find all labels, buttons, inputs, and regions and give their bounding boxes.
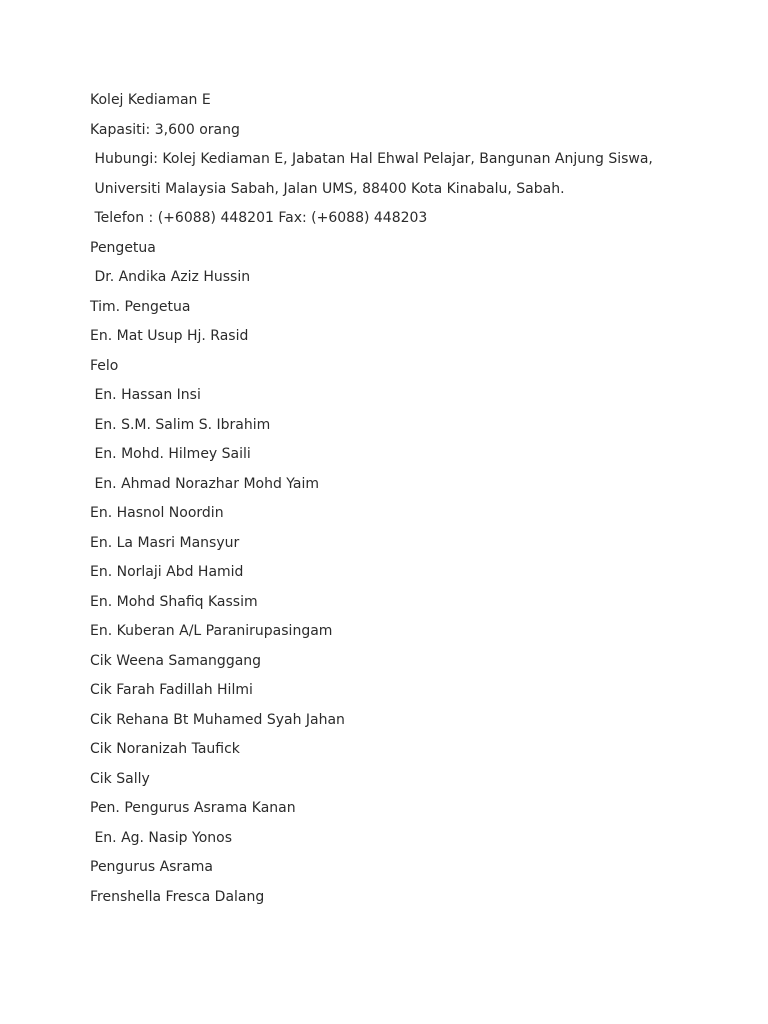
phone-fax-line: Telefon : (+6088) 448201 Fax: (+6088) 448203 [90,210,428,226]
staff-name: Cik Noranizah Taufick [90,741,240,757]
staff-name: En. Ahmad Norazhar Mohd Yaim [90,475,320,492]
section-heading-deputy-principal: Tim. Pengetua [90,298,191,315]
contact-address-line-2: Universiti Malaysia Sabah, Jalan UMS, 88400 Kota Kinabalu, Sabah. [90,180,565,197]
staff-name: Cik Sally [90,770,150,787]
staff-name: En. La Masri Mansyur [90,534,240,551]
staff-name: Cik Weena Samanggang [90,652,262,669]
contact-address-line-1: Hubungi: Kolej Kediaman E, Jabatan Hal Ehwal Pelajar, Bangunan Anjung Siswa, [90,151,653,167]
staff-name: Frenshella Fresca Dalang [90,888,265,905]
staff-name: En. Mohd Shafiq Kassim [90,593,258,610]
section-heading-fellows: Felo [90,357,119,374]
staff-name: En. Hasnol Noordin [90,505,224,521]
college-name: Kolej Kediaman E [90,92,211,108]
section-heading-hostel-manager: Pengurus Asrama [90,859,213,875]
document-body [90,90,750,916]
staff-name: En. Mat Usup Hj. Rasid [90,328,249,344]
staff-name: En. S.M. Salim S. Ibrahim [90,416,271,433]
staff-name: Cik Farah Fadillah Hilmi [90,682,253,698]
section-heading-principal: Pengetua [90,239,156,256]
staff-name: En. Hassan Insi [90,387,201,403]
staff-name: En. Norlaji Abd Hamid [90,564,244,580]
capacity-line: Kapasiti: 3,600 orang [90,121,240,138]
staff-name: En. Kuberan A/L Paranirupasingam [90,623,333,639]
staff-name: En. Mohd. Hilmey Saili [90,446,251,462]
staff-name: Dr. Andika Aziz Hussin [90,269,251,285]
staff-name: En. Ag. Nasip Yonos [90,829,232,846]
staff-name: Cik Rehana Bt Muhamed Syah Jahan [90,711,345,728]
section-heading-senior-hostel-assistant-manager: Pen. Pengurus Asrama Kanan [90,800,296,816]
